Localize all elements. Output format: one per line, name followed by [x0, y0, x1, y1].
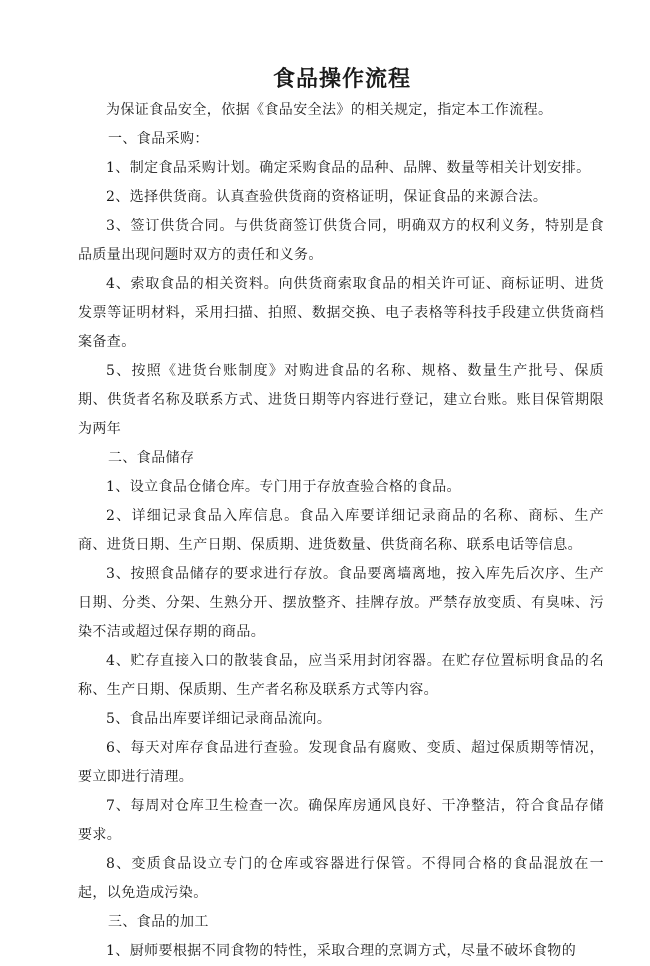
procurement-item-3: 3、签订供货合同。与供货商签订供货合同，明确双方的权利义务，特别是食品质量出现问题时双方的责任和义务。 [78, 218, 604, 263]
storage-item-5: 5、食品出库要详细记录商品流向。 [106, 711, 332, 727]
storage-item-3: 3、按照食品储存的要求进行存放。食品要离墙离地，按入库先后次序、生产日期、分类、分架、生熟分开、摆放整齐、挂牌存放。严禁存放变质、有臭味、污染不洁或超过保存期的商品。 [78, 566, 604, 640]
storage-item-2: 2、详细记录食品入库信息。食品入库要详细记录商品的名称、商标、生产商、进货日期、生产日期、保质期、进货数量、供货商名称、联系电话等信息。 [78, 508, 604, 553]
storage-item-8: 8、变质食品设立专门的仓库或容器进行保管。不得同合格的食品混放在一起，以免造成污染。 [78, 856, 604, 901]
storage-item-4: 4、贮存直接入口的散装食品，应当采用封闭容器。在贮存位置标明食品的名称、生产日期、保质期、生产者名称及联系方式等内容。 [78, 653, 604, 698]
document-title: 食品操作流程 [272, 67, 411, 92]
procurement-item-2: 2、选择供货商。认真查验供货商的资格证明，保证食品的来源合法。 [106, 189, 548, 205]
storage-item-6: 6、每天对库存食品进行查验。发现食品有腐败、变质、超过保质期等情况，要立即进行清理。 [78, 740, 604, 785]
storage-item-7: 7、每周对仓库卫生检查一次。确保库房通风良好、干净整洁，符合食品存储要求。 [78, 798, 604, 843]
document-body [78, 96, 604, 966]
storage-item-1: 1、设立食品仓储仓库。专门用于存放查验合格的食品。 [106, 479, 461, 495]
intro-paragraph: 为保证食品安全，依据《食品安全法》的相关规定，指定本工作流程。 [106, 102, 553, 118]
procurement-item-4: 4、索取食品的相关资料。向供货商索取食品的相关许可证、商标证明、进货发票等证明材料，采用扫描、拍照、数据交换、电子表格等科技手段建立供货商档案备查。 [78, 276, 604, 350]
section-heading-storage: 二、食品储存 [108, 450, 195, 466]
section-heading-procurement: 一、食品采购： [108, 131, 209, 147]
processing-item-1: 1、厨师要根据不同食物的特性，采取合理的烹调方式，尽量不破坏食物的 [106, 943, 577, 959]
procurement-item-1: 1、制定食品采购计划。确定采购食品的品种、品牌、数量等相关计划安排。 [106, 160, 591, 176]
section-heading-processing: 三、食品的加工 [108, 914, 209, 930]
procurement-item-5: 5、按照《进货台账制度》对购进食品的名称、规格、数量生产批号、保质期、供货者名称及联系方式、进货日期等内容进行登记，建立台账。账目保管期限为两年 [78, 363, 604, 437]
